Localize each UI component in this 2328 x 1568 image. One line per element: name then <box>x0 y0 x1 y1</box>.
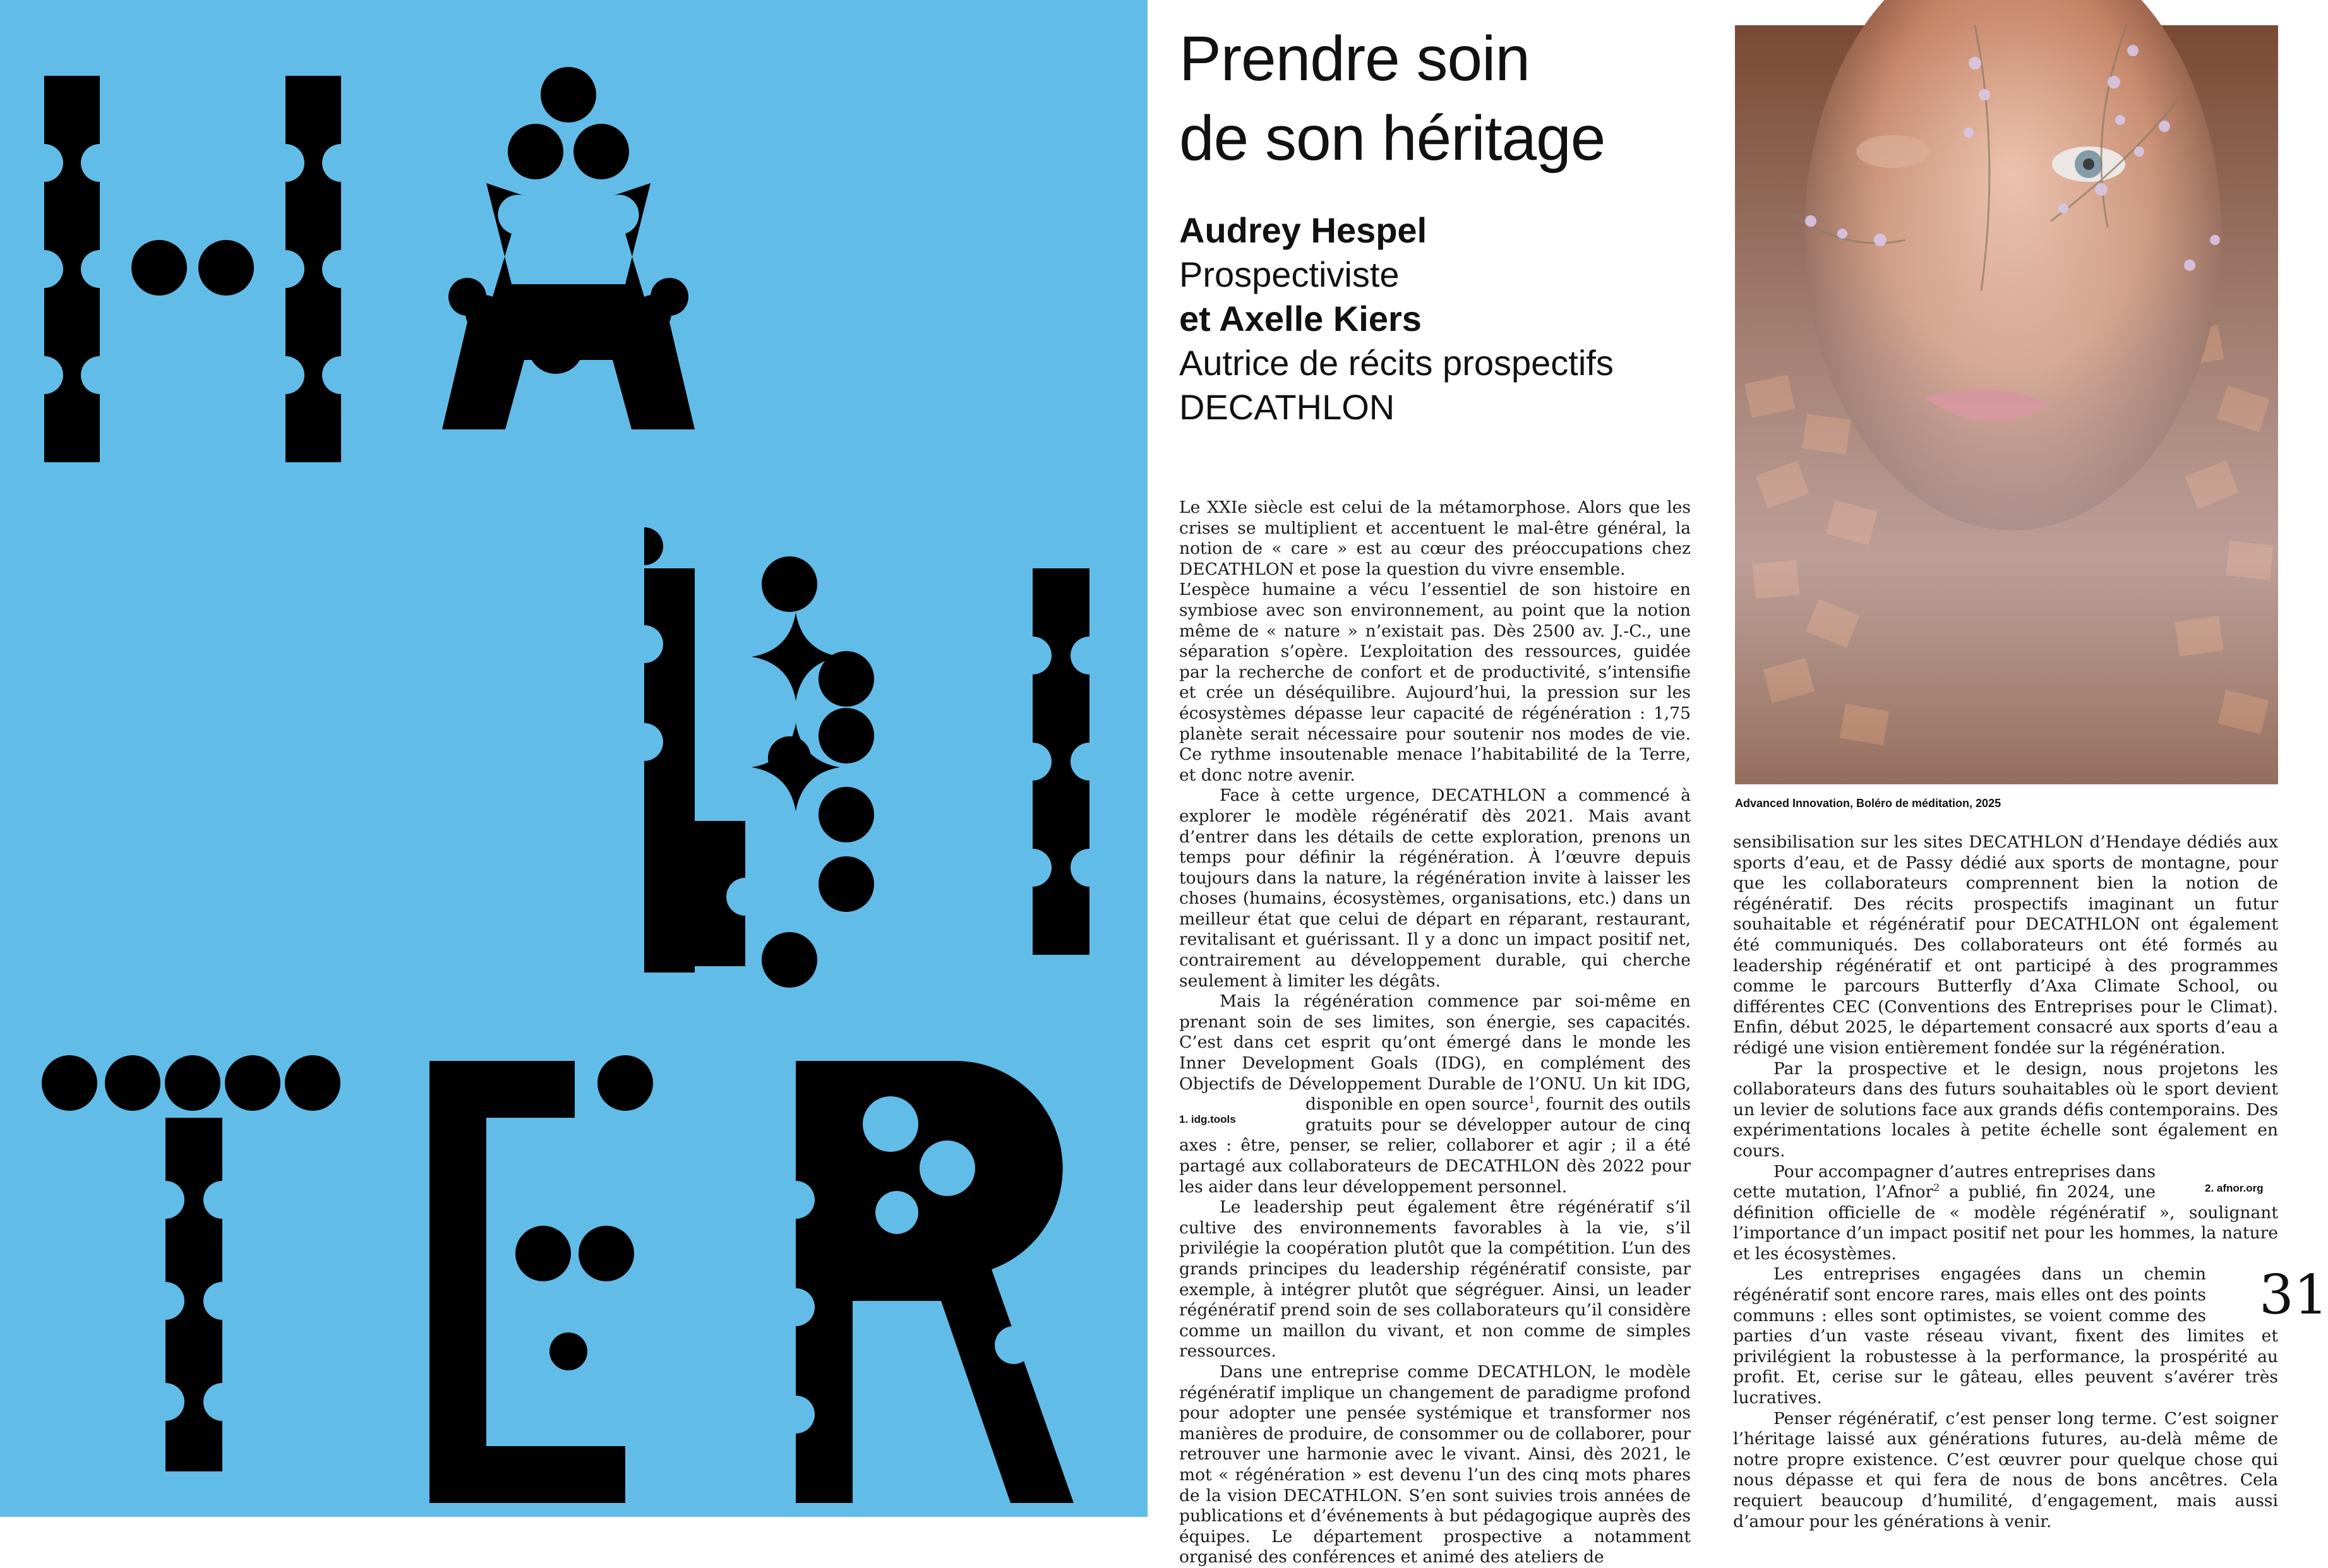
author-name-1: Audrey Hespel <box>1179 210 1427 250</box>
paragraph-10-text: Les entreprises engagées dans un chemin régénératif sont encore rares, mais elles ont des points communs : elles sont optimistes, se voient comme des parties d’un vaste réseau vivant, fixent des limites et privilégient la robustesse à la performance, la prospérité au profit. Et, cerise sur le gâteau, elles peuvent s’avérer très lucratives. <box>1733 1264 2278 1408</box>
letter-e-3 <box>429 1055 653 1503</box>
article-title <box>1179 19 1735 178</box>
paragraph-2: L’espèce humaine a vécu l’essentiel de son histoire en symbiose avec son environnement, au point que la notion même de « nature » n’existait pas. Dès 2500 av. J.-C., une séparation s’opère. L’exploitation des ressources, guidée par la recherche de confort et de productivité, s’intensifie et crée un déséquilibre. Aujourd’hui, la pression sur les écosystèmes dépasse leur capacité de régénération : 1,75 planète serait nécessaire pour soutenir nos modes de vie. Ce rythme insoutenable menace l’habitabilité de la Terre, et donc notre avenir. <box>1179 580 1691 785</box>
article-panel <box>1148 0 2328 1567</box>
title-line-1: Prendre soin <box>1179 23 1530 94</box>
letter-r-3 <box>796 1061 1074 1503</box>
paragraph-8: Par la prospective et le design, nous projetons les collaborateurs dans des futurs souhaitables où le sport devient un levier de solutions face aux grands défis contemporains. Des expérimentations locales à petite échelle sont également en cours. <box>1733 1058 2278 1161</box>
footnote-2: 2. afnor.org <box>2205 1182 2264 1194</box>
paragraph-9 <box>1733 1162 2278 1265</box>
paragraph-4-part-2: , fournit des outils gratuits pour se développer autour de cinq axes : être, penser, se relier, collaborer et agir ; il a été partagé aux collaborateurs de DECATHLON dès 2022 pour les aider dans leur développement personnel. <box>1179 1094 1691 1197</box>
letter-b-2 <box>644 527 874 988</box>
author-name-2: et Axelle Kiers <box>1179 299 1422 338</box>
author-role-2: Autrice de récits prospectifs <box>1179 343 1614 383</box>
letter-a-1 <box>442 67 695 429</box>
paragraph-6: Dans une entreprise comme DECATHLON, le modèle régénératif implique un changement de paradigme profond pour adopter une pensée systémique et transformer nos manières de produire, de consommer ou de collaborer, pour retrouver une harmonie avec le vivant. Ainsi, dès 2021, le mot « régénération » est devenu l’un des cinq mots phares de la vision DECATHLON. S’en sont suivies trois années de publications et d’événements à but pédagogique auprès des équipes. Le département prospective a notamment organisé des conférences et animé des ateliers de <box>1179 1362 1691 1567</box>
habiter-lettering <box>0 0 1148 1517</box>
paragraph-9-part-1: Pour accompagner d’autres entreprises dans cette mutation, l’Afnor <box>1733 1161 2156 1202</box>
paragraph-7: sensibilisation sur les sites DECATHLON d’Hendaye dédiés aux sports d’eau, et de Passy dédié aux sports de montagne, pour que les collaborateurs comprennent bien la notion de régénératif. Des récits prospectifs imaginant un futur souhaitable et régénératif pour DECATHLON ont également été communiqués. Des collaborateurs ont été formés au leadership régénératif et ont participé à des programmes comme le parcours Butterfly d’Axa Climate School, ou différentes CEC (Conventions des Entreprises pour le Climat). Enfin, début 2025, le département consacré aux sports d’eau a rédigé une vision entièrement fondée sur la régénération. <box>1733 832 2278 1058</box>
author-role-1: Prospectiviste <box>1179 254 1400 294</box>
paragraph-5: Le leadership peut également être régénératif s’il cultive des environnements favorables à la vie, s’il privilégie la coopération plutôt que la compétition. L’un des grands principes du leadership régénératif consiste, par exemple, à intégrer plutôt que ségréguer. Ainsi, un leader régénératif prend soin de ses collaborateurs qu’il considère comme un maillon du vivant, et non comme de simples ressources. <box>1179 1197 1691 1362</box>
paragraph-11: Penser régénératif, c’est penser long terme. C’est soigner l’héritage laissé aux générations futures, au-delà même de notre propre existence. C’est œuvrer pour quelque chose qui nous dépasse et qui fera de nous de bons ancêtres. Cela requiert beaucoup d’humilité, d’engagement, mais aussi d’amour pour les générations à venir. <box>1733 1408 2278 1531</box>
portrait-photo <box>1735 25 2278 784</box>
footnote-1: 1. idg.tools <box>1179 1113 1236 1126</box>
footnote-ref-2: 2 <box>1933 1182 1940 1194</box>
page-number: 31 <box>2259 1264 2328 1327</box>
paragraph-4-part-1: Mais la régénération commence par soi-même en prenant soin de ses limites, son énergie, ses capacités. C’est dans cet esprit qu’ont émergé dans le monde les Inner Development Goals (IDG), en complément des Objectifs de Développement Durable de l’ONU. Un kit IDG, disponible en open source <box>1179 991 1691 1115</box>
letter-i-2 <box>1033 568 1089 955</box>
cover-panel <box>0 0 1148 1517</box>
paragraph-4 <box>1179 991 1691 1197</box>
company-name: DECATHLON <box>1179 387 1395 427</box>
paragraph-10 <box>1733 1264 2328 1408</box>
photo-caption: Advanced Innovation, Boléro de méditation, 2025 <box>1735 797 2001 810</box>
letter-h-1 <box>44 76 341 462</box>
paragraph-9-part-2: a publié, fin 2024, une définition officielle de « modèle régénératif », soulignant l’importance d’un impact positif net pour les hommes, la nature et les écosystèmes. <box>1733 1182 2278 1264</box>
letter-t-3 <box>42 1055 340 1471</box>
author-block <box>1179 208 1748 429</box>
title-line-2: de son héritage <box>1179 103 1605 174</box>
footnote-ref-1: 1 <box>1528 1094 1535 1106</box>
paragraph-1: Le XXIe siècle est celui de la métamorphose. Alors que les crises se multiplient et accentuent le mal-être général, la notion de « care » est au cœur des préoccupations chez DECATHLON et pose la question du vivre ensemble. <box>1179 498 1691 579</box>
paragraph-3: Face à cette urgence, DECATHLON a commencé à explorer le modèle régénératif dès 2021. Mais avant d’entrer dans les détails de cette exploration, prenons un temps pour définir la régénération. À l’œuvre depuis toujours dans la nature, la régénération invite à laisser les choses (humains, écosystèmes, organisations, etc.) dans un meilleur état que celui de départ en réparant, restaurant, revitalisant et guérissant. Il y a donc un impact positif net, contrairement au développement durable, qui cherche seulement à limiter les dégâts. <box>1179 786 1691 991</box>
article-column-1 <box>1179 498 1691 1568</box>
article-column-2 <box>1733 832 2328 1532</box>
